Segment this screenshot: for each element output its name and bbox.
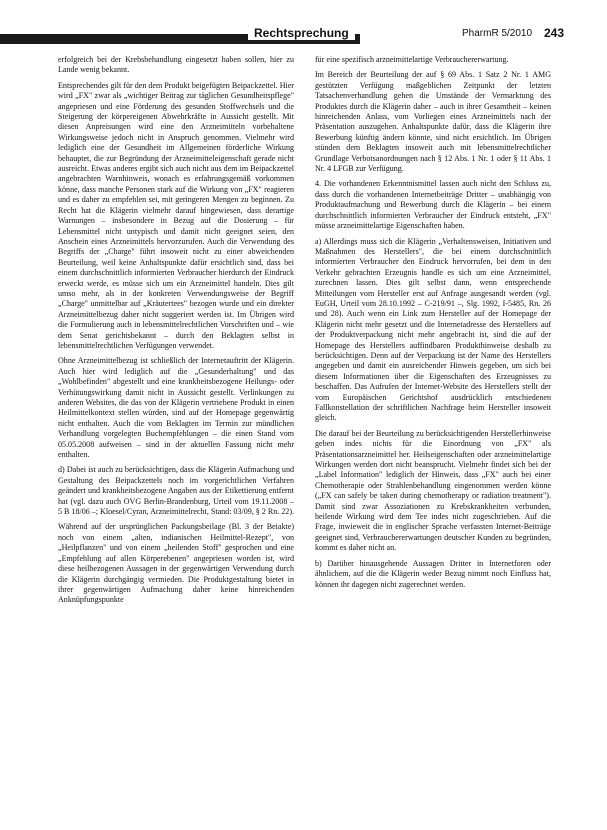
paragraph: a) Allerdings muss sich die Klägerin „Verhaltensweisen, Initiativen und Maßnahmen des Herstellers", die bei einem durchschnittlich informierten Verbraucher den Eindruck hervorrufen, bei dem in den Verkehr gebrachten Erzeugnis handle es sich um eine Arzneimittel, zurechnen lassen. Dies gilt selbst dann, wenn entsprechende Mitteilungen vom Hersteller erst auf Anfrage ausgesandt werden (vgl. EuGH, Urteil vom 28.10.1992 – C-219/91 –, Slg. 1992, I-5485, Rn. 26 und 28). Auch wenn ein Link zum Hersteller auf der Homepage der Klägerin nicht mehr gesetzt und die Internetadresse des Herstellers auf der Produktverpackung nicht mehr angebracht ist, sind die auf der Homepage des Herstellers auffindbaren Produkthinweise deshalb zu berücksichtigen. Denn auf der Verpackung ist der Name des Herstellers angegeben und damit ein ausreichender Hinweis gegeben, um sich bei diesem Informationen über die Eigenschaften des Erzeugnisses zu beschaffen. Das Aufrufen der Internet-Website des Herstellers stellt der vom Europäischen Gerichtshof ausdrücklich entschiedenen Fallkonstellation der schriftlichen Nachfrage beim Hersteller insoweit gleich. — [315, 236, 551, 423]
paragraph: Ohne Arzneimittelbezug ist schließlich der Internetauftritt der Klägerin. Auch hier wird lediglich auf die „Gesunderhaltung" und das „Wohlbefinden" abgestellt und eine krankheitsbezogene Heilungs- oder Verhütungswirkung damit nicht in Aussicht gestellt. Verlinkungen zu anderen Websites, die das von der Klägerin vertriebene Produkt in einen Heilmittelkontext stellen würden, sind auf der Homepage gegenwärtig nicht enthalten. Auch die vom Beklagten im Termin zur mündlichen Verhandlung vorgelegten Buchempfehlungen – die einen Stand vom 05.05.2008 aufweisen – sind in der aktuellen Fassung nicht mehr enthalten. — [58, 356, 294, 460]
section-title: Rechtsprechung — [248, 26, 355, 40]
paragraph: Während auf der ursprünglichen Packungsbeilage (Bl. 3 der Beiakte) noch von einem „alten, indianischen Heilmittel-Rezept", von „Heilpflanzen" und von einem „heilenden Stoff" gesprochen und eine „Empfehlung auf allen Körperebenen" angepriesen worden ist, wird diese heilbezogenen Aussagen in der gegenwärtigen Verwendung durch die Klägerin durchgängig vermieden. Die Produktgestaltung bietet in ihrer gegenwärtigen Aufmachung daher keine hinreichenden Anknüpfungspunkte — [58, 522, 294, 605]
page-header — [0, 26, 607, 48]
paragraph: b) Darüber hinausgehende Aussagen Dritter in Internetforen oder ähnlichem, auf die die Klägerin weder Bezug nimmt noch Einfluss hat, können ihr dagegen nicht zugerechnet werden. — [315, 558, 551, 589]
page-number: 243 — [544, 26, 565, 40]
journal-citation: PharmR 5/2010 — [462, 28, 533, 39]
paragraph: erfolgreich bei der Krebsbehandlung eingesetzt haben sollen, hier zu Lande wenig bekannt. — [58, 55, 294, 75]
paragraph: Entsprechendes gilt für den dem Produkt beigefügten Beipackzettel. Hier wird „FX" zwar als „wichtiger Beitrag zur täglichen Gesundheitspflege" angepriesen und eine Förderung des gesunden Stoffwechsels und die Steigerung der körpereigenen Abwehrkräfte in Aussicht gestellt. Mit diesen Anpreisungen wird eine den Arzneimitteln vorbehaltene Wirkungsweise jedoch nicht in Anspruch genommen. Vielmehr wird lediglich eine der Gesundheit im Allgemeinen förderliche Wirkung behauptet, die zur Begründung der Arzneimitteleigenschaft gerade nicht ausreicht. Etwas anderes ergibt sich auch nicht aus dem im Beipackzettel angebrachten Warnhinweis, wonach es erfahrungsgemäß vorkommen könne, dass manche Personen stark auf die Wirkung von „FX" reagieren und es daher zu empfehlen sei, mit geringeren Mengen zu beginnen. Zu Recht hat die Klägerin vielmehr darauf hingewiesen, dass derartige Warnungen – insbesondere in Bezug auf die Dosierung – für Lebensmittel nicht untypisch und damit nicht geeignet seien, den Anschein eines Arzneimittels hervorzurufen. Auch die Verwendung des Begriffs der „Charge" führt insoweit nicht zu einer abweichenden Beurteilung, weil keine Anhaltspunkte dafür ersichtlich sind, dass bei einem durchschnittlich informierten Verbraucher hierdurch der Eindruck erweckt werde, es müsse sich um ein Arzneimittel handeln. Dies gilt umso mehr, als in der konkreten Verwendungsweise der Begriff „Charge" unmittelbar auf „Kräutertees" bezogen wurde und ein direkter Arzneimittelbezug daher nicht suggeriert werden ist. Im Übrigen wird die Formulierung auch in lebensmittelrechtlichen Vorschriften und – wie dem Senat gerichtsbekannt – durch den Beklagten selbst in lebensmittelrechtlichen Verfügungen verwendet. — [58, 80, 294, 350]
paragraph: Die darauf bei der Beurteilung zu berücksichtigenden Herstellerhinweise geben indes nichts für die Einordnung von „FX" als Präsentationsarzneimittel her. Heilseigenschaften oder arzneimittelartige Wirkungen werden dort nicht beansprucht. Vielmehr findet sich bei der „Label Information" lediglich der Hinweis, dass „FX" auch bei einer Chemotherapie oder Strahlenbehandlung eingenommen werden könne („FX can safely be taken during chemotherapy or radiation treatment"). Damit sind zwar Assoziationen zu Krebskrankheiten verbunden, heilende Wirkung wird dem Tee indes nicht zugeschrieben. Auf die Frage, inwieweit die in englischer Sprache verfassten Internet-Beiträge geeignet sind, Verbrauchererwartungen deutscher Kunden zu begründen, kommt es daher nicht an. — [315, 428, 551, 553]
paragraph: 4. Die vorhandenen Erkenntnismittel lassen auch nicht den Schluss zu, dass durch die vorhandenen Internetbeiträge Dritter – unabhängig von Produktaufmachung und Bewerbung durch die Klägerin – bei einem durchschnittlich informierten Verbraucher der Eindruck entsteht, „FX" müsse arzneimittelartige Eigenschaften haben. — [315, 179, 551, 231]
paragraph: Im Bereich der Beurteilung der auf § 69 Abs. 1 Satz 2 Nr. 1 AMG gestützten Verfügung maßgeblichen Zeitpunkt der letzten Tatsachenverhandlung gehen die Umstände der Vermarktung des Produktes durch die Klägerin daher – auch in ihrer Gesamtheit – keinen hinreichenden Anlass, vom Vorliegen eines Arzneimittels nach der Präsentation auszugehen. Anhaltspunkte dafür, dass die Klägerin ihre Bewerbung künftig ändern könnte, sind nicht ersichtlich. Im Übrigen stünden dem Beklagten insoweit auch mit lebensmittelrechtlicher Grundlage Verbotsanordnungen nach § 12 Abs. 1 Nr. 1 oder § 11 Abs. 1 Nr. 4 LFGB zur Verfügung. — [315, 70, 551, 174]
paragraph: für eine spezifisch arzneimittelartige Verbrauchererwartung. — [315, 55, 509, 64]
paragraph: d) Dabei ist auch zu berücksichtigen, dass die Klägerin Aufmachung und Gestaltung des Beipackzettels noch im vorgerichtlichen Verfahren geändert und krankheitsbezogene Angaben aus der Etikettierung entfernt hat (vgl. dazu auch OVG Berlin-Brandenburg, Urteil vom 19.11.2008 – 5 B 18/06 –; Kloesel/Cyran, Arzneimittelrecht, Stand: 03/09, § 2 Rn. 22). — [58, 465, 295, 517]
left-column — [58, 55, 294, 611]
right-column — [315, 55, 551, 595]
